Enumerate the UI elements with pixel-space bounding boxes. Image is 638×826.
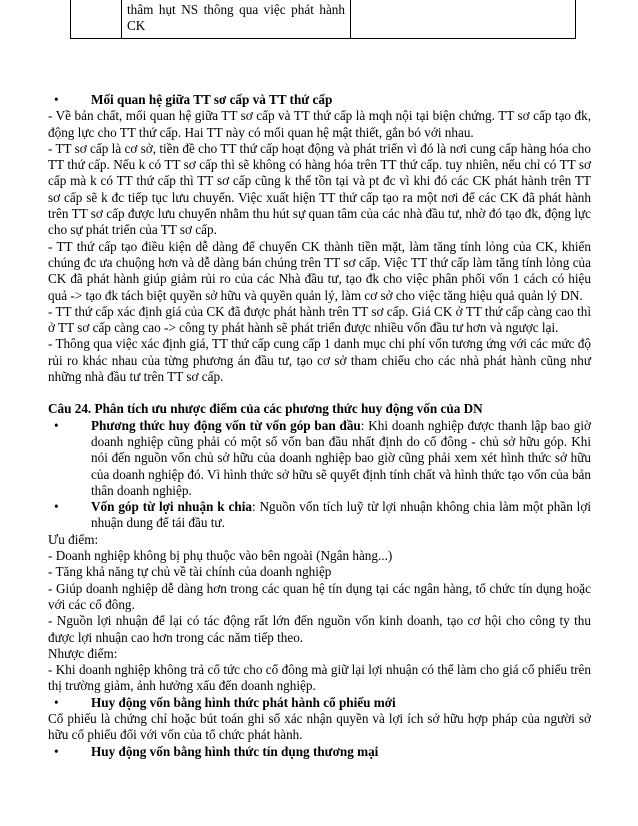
bullet-text: : Khi doanh nghiệp được thanh lập bao giờ doanh nghiệp cũng phải có một số vốn ban đầu nhất định do cổ đông - chủ sở hữu góp. Khi nói đến nguồn vốn chủ sở hữu của doanh nghiệp bao giờ cũng phải xem xét hình thức sở hữu của doanh nghiệp đó. Vì hình thức sở hữu sẽ quyết định tính chất và hình thức tạo vốn của bản thân doanh nghiệp. — [91, 417, 591, 498]
bullet-title: Phương thức huy động vốn từ vốn góp ban đầu — [91, 417, 361, 433]
document-body — [48, 92, 591, 760]
paragraph: - TT sơ cấp là cơ sở, tiền đề cho TT thứ cấp hoạt động và phát triển vì đó là nơi cung cấp hàng hóa cho TT thứ cấp. Nếu k có TT sơ cấp thì sẽ không có hàng hóa trên TT thứ cấp. tuy nhiên, nếu chỉ có TT sơ cấp mà k có TT thứ cấp thì TT sơ cấp cũng k thể tồn tại và pt đc vì khi đó các CK phát hành trên TT sơ cấp sẽ k đc tiếp tục lưu chuyển. Việc xuất hiện TT thứ cấp tạo ra một nơi để các CK đã phát hành trên TT sơ cấp được lưu chuyển nhằm thu hút sự quan tâm của các nhà đầu tư, nhờ đó tạo đk, động lực cho sự phát triển của TT sơ cấp. — [48, 140, 591, 238]
section-heading-bullet — [48, 92, 591, 108]
paragraph: - Về bản chất, mối quan hệ giữa TT sơ cấp và TT thứ cấp là mqh nội tại biện chứng. TT sơ cấp tạo đk, động lực cho TT thứ cấp. Hai TT này có mối quan hệ mật thiết, gắn bó với nhau. — [48, 108, 591, 140]
bullet-icon: • — [54, 499, 59, 515]
bullet-icon: • — [54, 694, 59, 710]
paragraph: - TT thứ cấp xác định giá của CK đã được phát hành trên TT sơ cấp. Giá CK ở TT thứ cấp càng cao thì ở TT sơ cấp càng cao -> công ty phát hành sẽ phát triển được nhiều vốn đầu tư hơn và ngược lại. — [48, 303, 591, 336]
bullet-icon: • — [54, 92, 59, 107]
table-fragment — [70, 0, 576, 39]
paragraph: - TT thứ cấp tạo điều kiện dễ dàng để chuyển CK thành tiền mặt, làm tăng tính lỏng của CK, khiến chúng đc ưa chuộng hơn và dễ dàng bán chúng trên TT sơ cấp. Việc TT thứ cấp làm tăng tính lỏng của CK đã phát hành giúp giảm rủi ro của các Nhà đầu tư, tạo đk cho việc phân phối vốn 1 cách có hiệu quả -> tạo đk tách biệt quyền sở hữu và quyền quản lý, làm cơ sở cho việc tăng hiệu quả quản lý DN. — [48, 238, 591, 303]
bullet-item — [48, 418, 591, 499]
spacer — [48, 385, 591, 401]
bullet-item — [48, 499, 591, 532]
advantages-label: Ưu điểm: — [48, 531, 99, 547]
bullet-text: : Nguồn vốn tích luỹ từ lợi nhuận không chia làm một phần lợi nhuận dung để tái đầu tư. — [91, 499, 591, 531]
advantage-item: - Doanh nghiệp không bị phụ thuộc vào bên ngoài (Ngân hàng...) — [48, 548, 393, 564]
table-cell-content: thâm hụt NS thông qua việc phát hành CK — [122, 0, 351, 39]
advantage-item: - Tăng khả năng tự chủ về tài chính của doanh nghiệp — [48, 564, 332, 580]
table-cell-extra — [351, 0, 576, 39]
question-heading: Câu 24. Phân tích ưu nhược điểm của các phương thức huy động vốn của DN — [48, 401, 483, 417]
paragraph: - Thông qua việc xác định giá, TT thứ cấp cung cấp 1 danh mục chi phí vốn tương ứng với các mức độ rủi ro khác nhau của từng phương án đầu tư, tạo cơ sở tham chiếu cho các nhà phát hành cũng như những nhà đầu tư trên TT sơ cấp. — [48, 336, 591, 385]
section-heading: Mối quan hệ giữa TT sơ cấp và TT thứ cấp — [91, 92, 333, 107]
bullet-icon: • — [54, 743, 59, 759]
bullet-title: Vốn góp từ lợi nhuận k chia — [91, 499, 252, 515]
bullet-icon: • — [54, 417, 59, 433]
bullet-title: Huy động vốn bằng hình thức phát hành cổ phiếu mới — [91, 694, 396, 710]
paragraph: Cổ phiếu là chứng chỉ hoặc bút toán ghi sổ xác nhận quyền và lợi ích sở hữu hợp pháp của người sở hữu cổ phiếu đối với vốn của tổ chức phát hành. — [48, 710, 591, 743]
table-cell-index — [71, 0, 122, 39]
disadvantage-item: - Khi doanh nghiệp không trả cổ tức cho cổ đông mà giữ lại lợi nhuận có thể làm cho giá cổ phiếu trên thị trường giảm, ảnh hưởng xấu đến doanh nghiệp. — [48, 662, 591, 694]
bullet-title: Huy động vốn bằng hình thức tín dụng thương mại — [91, 743, 379, 759]
bullet-item — [48, 695, 591, 711]
table-row — [71, 0, 576, 39]
disadvantages-label: Nhược điểm: — [48, 645, 118, 661]
advantage-item: - Giúp doanh nghiệp dễ dàng hơn trong các quan hệ tín dụng tại các ngân hàng, tổ chức tín dụng hoặc với các cổ đông. — [48, 580, 591, 612]
bullet-item — [48, 744, 591, 760]
advantage-item: - Nguồn lợi nhuận để lại có tác động rất lớn đến nguồn vốn kinh doanh, tạo cơ hội cho công ty thu được lợi nhuận cao hơn trong các năm tiếp theo. — [48, 613, 591, 645]
